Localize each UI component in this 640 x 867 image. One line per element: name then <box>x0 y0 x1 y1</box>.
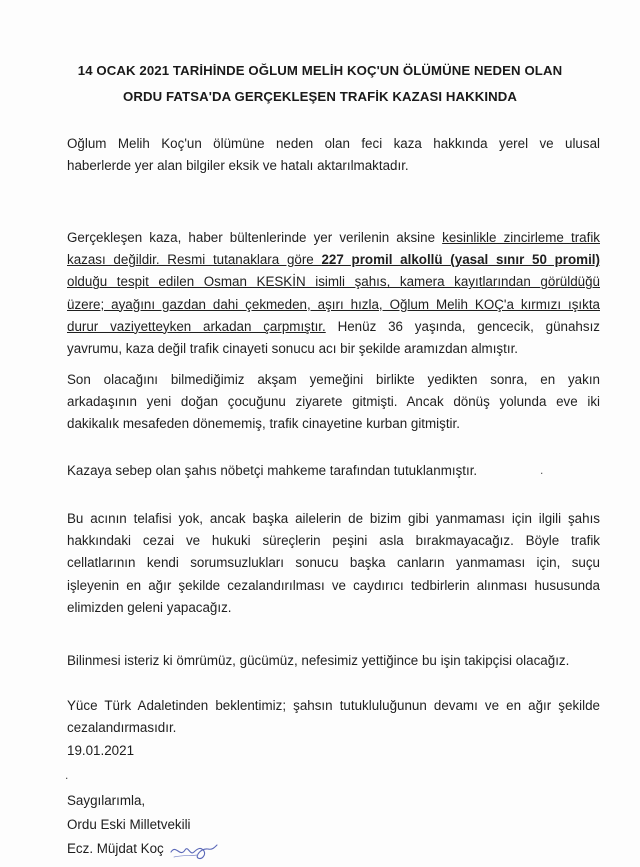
paragraph-4 <box>67 460 600 482</box>
paragraph-line <box>67 227 600 249</box>
paragraph-line: arkadaşının yeni doğan çocuğunu ziyarete gitmişti. Ancak dönüş yolunda eve iki <box>67 394 600 410</box>
document-title-line-1: 14 OCAK 2021 TARİHİNDE OĞLUM MELİH KOÇ'UN ÖLÜMÜNE NEDEN OLAN <box>77 63 563 78</box>
paragraph-line: Son olacağını bilmediğimiz akşam yemeğini birlikte yedikten sonra, en yakın <box>67 372 600 387</box>
underlined-text: durur vaziyetteyken arkadan çarpmıştır. <box>67 318 326 334</box>
paragraph-line: Bu acının telafisi yok, ancak başka ailelerin de bizim gibi yanmaması için ilgili şahıs <box>67 511 600 526</box>
paragraph-line: işleyenin en ağır şekilde cezalandırılması ve caydırıcı tedbirlerin alınması hususunda <box>67 577 600 593</box>
paragraph-line: dakikalık mesafeden dönememiş, trafik cinayetine kurban gitmiştir. <box>67 416 460 432</box>
paragraph-line: Bilinmesi isteriz ki ömrümüz, gücümüz, nefesimiz yettiğince bu işin takipçisi olacağız. <box>67 653 570 668</box>
paragraph-7 <box>67 695 600 739</box>
paragraph-line: Yüce Türk Adaletinden beklentimiz; şahsın tutukluluğunun devamı ve en ağır şekilde <box>67 698 600 713</box>
stray-mark: . <box>540 463 544 477</box>
paragraph-1 <box>67 133 600 177</box>
paragraph-line: olduğu tespit edilen Osman KESKİN isimli şahıs, kamera kayıtlarından görüldüğü <box>67 274 600 290</box>
text-segment: Gerçekleşen kaza, haber bültenlerinde yer verilenin aksine <box>67 230 443 245</box>
paragraph-line: Oğlum Melih Koç'un ölümüne neden olan feci kaza hakkında yerel ve ulusal <box>67 136 600 151</box>
paragraph-line: haberlerde yer alan bilgiler eksik ve hatalı aktarılmaktadır. <box>67 158 409 174</box>
paragraph-line: cezalandırmasıdır. <box>67 720 177 736</box>
paragraph-2 <box>67 227 600 360</box>
document-title-line-2: ORDU FATSA'DA GERÇEKLEŞEN TRAFİK KAZASI HAKKINDA <box>122 89 518 104</box>
paragraph-6 <box>67 650 600 672</box>
paragraph-5 <box>67 508 600 619</box>
paragraph-line: Kazaya sebep olan şahıs nöbetçi mahkeme tarafından tutuklanmıştır. <box>67 463 478 478</box>
underlined-text: kesinlikle zincirleme trafik <box>442 230 600 245</box>
document-date: 19.01.2021 <box>67 743 135 758</box>
underlined-text: kazası değildir. Resmi tutanaklara göre <box>67 252 322 268</box>
signer-name: Ecz. Müjdat Koç <box>67 841 164 856</box>
paragraph-line: cellatlarının kendi sorumsuzlukları sonucu başka canların yanmaması için, suçu <box>67 555 600 571</box>
paragraph-3 <box>67 369 600 436</box>
paragraph-line: üzere; ayağını gazdan dahi çekmeden, aşırı hızla, Oğlum Melih KOÇ'a kırmızı ışıkta <box>67 296 600 312</box>
paragraph-line: hakkındaki cezai ve hukuki süreçlerin peşini asla bırakmayacağız. Böyle trafik <box>67 533 600 549</box>
paragraph-line <box>67 316 600 338</box>
paragraph-line <box>67 249 600 271</box>
signer-role: Ordu Eski Milletvekili <box>67 817 191 832</box>
paragraph-line: yavrumu, kaza değil trafik cinayeti sonucu acı bir şekilde aramızdan almıştır. <box>67 341 519 357</box>
text-segment: Henüz 36 yaşında, gencecik, günahsız <box>325 318 600 334</box>
closing-regards: Saygılarımla, <box>67 793 146 808</box>
stray-mark: . <box>65 768 69 782</box>
paragraph-line: elimizden geleni yapacağız. <box>67 599 232 615</box>
handwritten-signature <box>168 838 220 864</box>
bold-underlined-text: 227 promil alkollü (yasal sınır 50 promil) <box>321 252 600 268</box>
